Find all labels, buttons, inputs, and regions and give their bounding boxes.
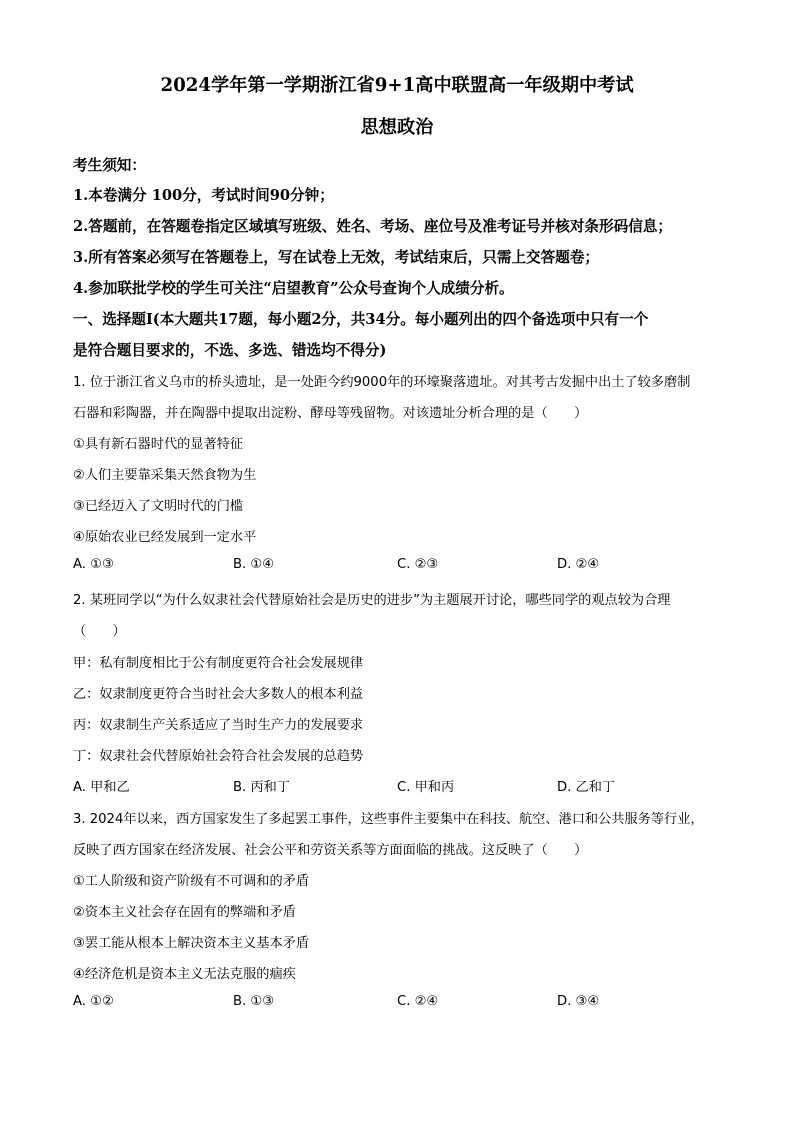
option-c[interactable]: C. ②③: [397, 557, 439, 572]
option-b[interactable]: B. ①③: [233, 994, 275, 1009]
section-heading: 一、选择题Ⅰ(本大题共17题，每小题2分，共34分。每小题列出的四个备选项中只有一个: [73, 311, 649, 328]
notice-heading: 考生须知：: [73, 157, 146, 174]
option-d[interactable]: D. 乙和丁: [557, 780, 616, 795]
question-1-statement: ②人们主要靠采集天然食物为生: [73, 468, 257, 483]
question-3-statement: ③罢工能从根本上解决资本主义基本矛盾: [73, 936, 310, 951]
option-a[interactable]: A. ①③: [73, 557, 114, 572]
question-2-stem: 2. 某班同学以“为什么奴隶社会代替原始社会是历史的进步”为主题展开讨论，哪些同学的观点较为合理: [73, 593, 671, 608]
notice-item: 3.所有答案必须写在答题卷上，写在试卷上无效，考试结束后，只需上交答题卷；: [73, 249, 600, 266]
question-3-statement: ①工人阶级和资产阶级有不可调和的矛盾: [73, 874, 310, 889]
section-heading-cont: 是符合题目要求的，不选、多选、错选均不得分): [73, 342, 387, 359]
option-a[interactable]: A. ①②: [73, 994, 114, 1009]
question-3-stem: 3. 2024年以来，西方国家发生了多起罢工事件，这些事件主要集中在科技、航空、港口和公共服务等行业，: [73, 812, 704, 827]
question-2-statement: 丙：奴隶制生产关系适应了当时生产力的发展要求: [73, 718, 364, 733]
option-b[interactable]: B. 丙和丁: [233, 780, 290, 795]
question-1-stem: 1. 位于浙江省义乌市的桥头遗址，是一处距今约9000年的环壕聚落遗址。对其考古发掘中出土了较多磨制: [73, 375, 691, 390]
option-c[interactable]: C. 甲和丙: [397, 780, 455, 795]
question-2-statement: 丁：奴隶社会代替原始社会符合社会发展的总趋势: [73, 749, 364, 764]
question-2-statement: 甲：私有制度相比于公有制度更符合社会发展规律: [73, 656, 364, 671]
question-1-statement: ①具有新石器时代的显著特征: [73, 437, 244, 452]
question-2-stem-cont: （ ）: [73, 624, 126, 639]
notice-item: 4.参加联批学校的学生可关注“启望教育”公众号查询个人成绩分析。: [73, 280, 514, 297]
question-1-stem-cont: 石器和彩陶器，并在陶器中提取出淀粉、酵母等残留物。对该遗址分析合理的是（ ）: [73, 406, 588, 421]
option-a[interactable]: A. 甲和乙: [73, 780, 130, 795]
subject-title: 思想政治: [360, 117, 434, 138]
option-d[interactable]: D. ②④: [557, 557, 600, 572]
question-3-statement: ④经济危机是资本主义无法克服的痼疾: [73, 967, 296, 982]
exam-title: 2024学年第一学期浙江省9+1高中联盟高一年级期中考试: [160, 75, 634, 96]
question-2-statement: 乙：奴隶制度更符合当时社会大多数人的根本利益: [73, 687, 364, 702]
question-3-statement: ②资本主义社会存在固有的弊端和矛盾: [73, 905, 296, 920]
option-b[interactable]: B. ①④: [233, 557, 275, 572]
notice-item: 2.答题前，在答题卷指定区域填写班级、姓名、考场、座位号及准考证号并核对条形码信息；: [73, 218, 672, 235]
notice-item: 1.本卷满分 100分，考试时间90分钟；: [73, 187, 334, 204]
question-1-statement: ④原始农业已经发展到一定水平: [73, 530, 257, 545]
option-c[interactable]: C. ②④: [397, 994, 439, 1009]
option-d[interactable]: D. ③④: [557, 994, 600, 1009]
question-1-statement: ③已经迈入了文明时代的门槛: [73, 499, 244, 514]
question-3-stem-cont: 反映了西方国家在经济发展、社会公平和劳资关系等方面面临的挑战。这反映了（ ）: [73, 843, 588, 858]
